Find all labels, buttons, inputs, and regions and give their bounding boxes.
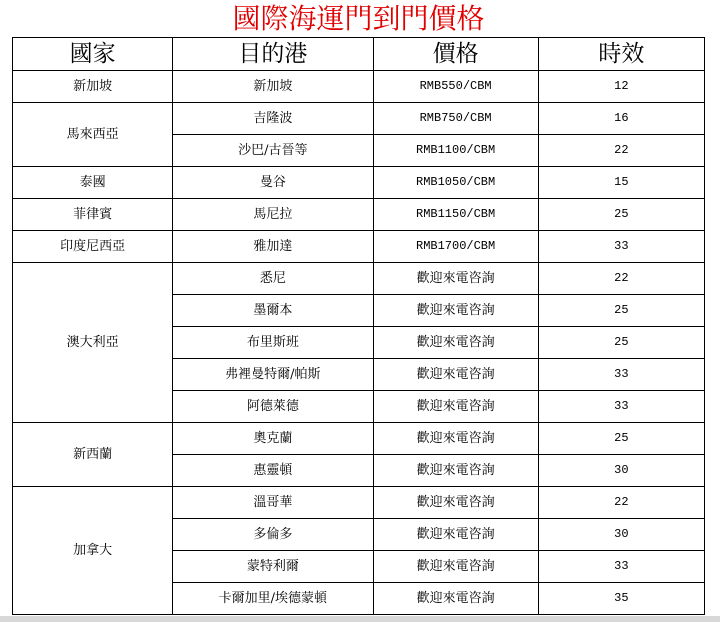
country-cell: 新加坡 <box>13 71 173 103</box>
port-cell: 吉隆波 <box>173 103 373 135</box>
port-cell: 惠靈頓 <box>173 455 373 487</box>
table-row <box>13 167 705 199</box>
port-cell: 馬尼拉 <box>173 199 373 231</box>
port-cell: 悉尼 <box>173 263 373 295</box>
country-cell: 菲律賓 <box>13 199 173 231</box>
port-cell: 布里斯班 <box>173 327 373 359</box>
port-cell: 墨爾本 <box>173 295 373 327</box>
days-cell: 30 <box>538 455 704 487</box>
price-cell: 歡迎來電咨詢 <box>373 391 538 423</box>
price-cell: 歡迎來電咨詢 <box>373 423 538 455</box>
port-cell: 曼谷 <box>173 167 373 199</box>
price-cell: 歡迎來電咨詢 <box>373 295 538 327</box>
table-row <box>13 423 705 455</box>
days-cell: 25 <box>538 199 704 231</box>
days-cell: 16 <box>538 103 704 135</box>
price-cell: 歡迎來電咨詢 <box>373 359 538 391</box>
price-cell: 歡迎來電咨詢 <box>373 455 538 487</box>
port-cell: 卡爾加里/埃德蒙頓 <box>173 583 373 615</box>
price-cell: 歡迎來電咨詢 <box>373 487 538 519</box>
port-cell: 沙巴/古晉等 <box>173 135 373 167</box>
days-cell: 33 <box>538 391 704 423</box>
table-row <box>13 199 705 231</box>
port-cell: 溫哥華 <box>173 487 373 519</box>
price-cell: RMB550/CBM <box>373 71 538 103</box>
days-cell: 33 <box>538 231 704 263</box>
header-port: 目的港 <box>173 38 373 71</box>
days-cell: 25 <box>538 423 704 455</box>
days-cell: 22 <box>538 487 704 519</box>
price-cell: RMB1700/CBM <box>373 231 538 263</box>
table-row <box>13 231 705 263</box>
days-cell: 30 <box>538 519 704 551</box>
price-cell: 歡迎來電咨詢 <box>373 551 538 583</box>
days-cell: 22 <box>538 135 704 167</box>
country-cell: 加拿大 <box>13 487 173 615</box>
price-cell: 歡迎來電咨詢 <box>373 583 538 615</box>
country-cell: 澳大利亞 <box>13 263 173 423</box>
price-sheet <box>12 0 705 616</box>
days-cell: 35 <box>538 583 704 615</box>
port-cell: 新加坡 <box>173 71 373 103</box>
header-price: 價格 <box>373 38 538 71</box>
table-row <box>13 487 705 519</box>
days-cell: 22 <box>538 263 704 295</box>
table-row <box>13 71 705 103</box>
port-cell: 蒙特利爾 <box>173 551 373 583</box>
price-cell: RMB1100/CBM <box>373 135 538 167</box>
table-body <box>13 71 705 615</box>
days-cell: 12 <box>538 71 704 103</box>
price-cell: RMB1150/CBM <box>373 199 538 231</box>
bottom-divider <box>0 616 720 622</box>
port-cell: 多倫多 <box>173 519 373 551</box>
price-cell: 歡迎來電咨詢 <box>373 263 538 295</box>
port-cell: 弗裡曼特爾/帕斯 <box>173 359 373 391</box>
port-cell: 奧克蘭 <box>173 423 373 455</box>
table-row <box>13 263 705 295</box>
price-cell: 歡迎來電咨詢 <box>373 327 538 359</box>
port-cell: 雅加達 <box>173 231 373 263</box>
days-cell: 25 <box>538 327 704 359</box>
price-table <box>12 37 705 615</box>
country-cell: 新西蘭 <box>13 423 173 487</box>
days-cell: 25 <box>538 295 704 327</box>
country-cell: 泰國 <box>13 167 173 199</box>
country-cell: 印度尼西亞 <box>13 231 173 263</box>
price-cell: RMB1050/CBM <box>373 167 538 199</box>
header-row <box>13 38 705 71</box>
days-cell: 33 <box>538 551 704 583</box>
days-cell: 33 <box>538 359 704 391</box>
port-cell: 阿德萊德 <box>173 391 373 423</box>
table-row <box>13 103 705 135</box>
price-cell: RMB750/CBM <box>373 103 538 135</box>
price-cell: 歡迎來電咨詢 <box>373 519 538 551</box>
country-cell: 馬來西亞 <box>13 103 173 167</box>
page-title: 國際海運門到門價格 <box>232 2 485 35</box>
header-country: 國家 <box>13 38 173 71</box>
days-cell: 15 <box>538 167 704 199</box>
header-days: 時效 <box>538 38 704 71</box>
